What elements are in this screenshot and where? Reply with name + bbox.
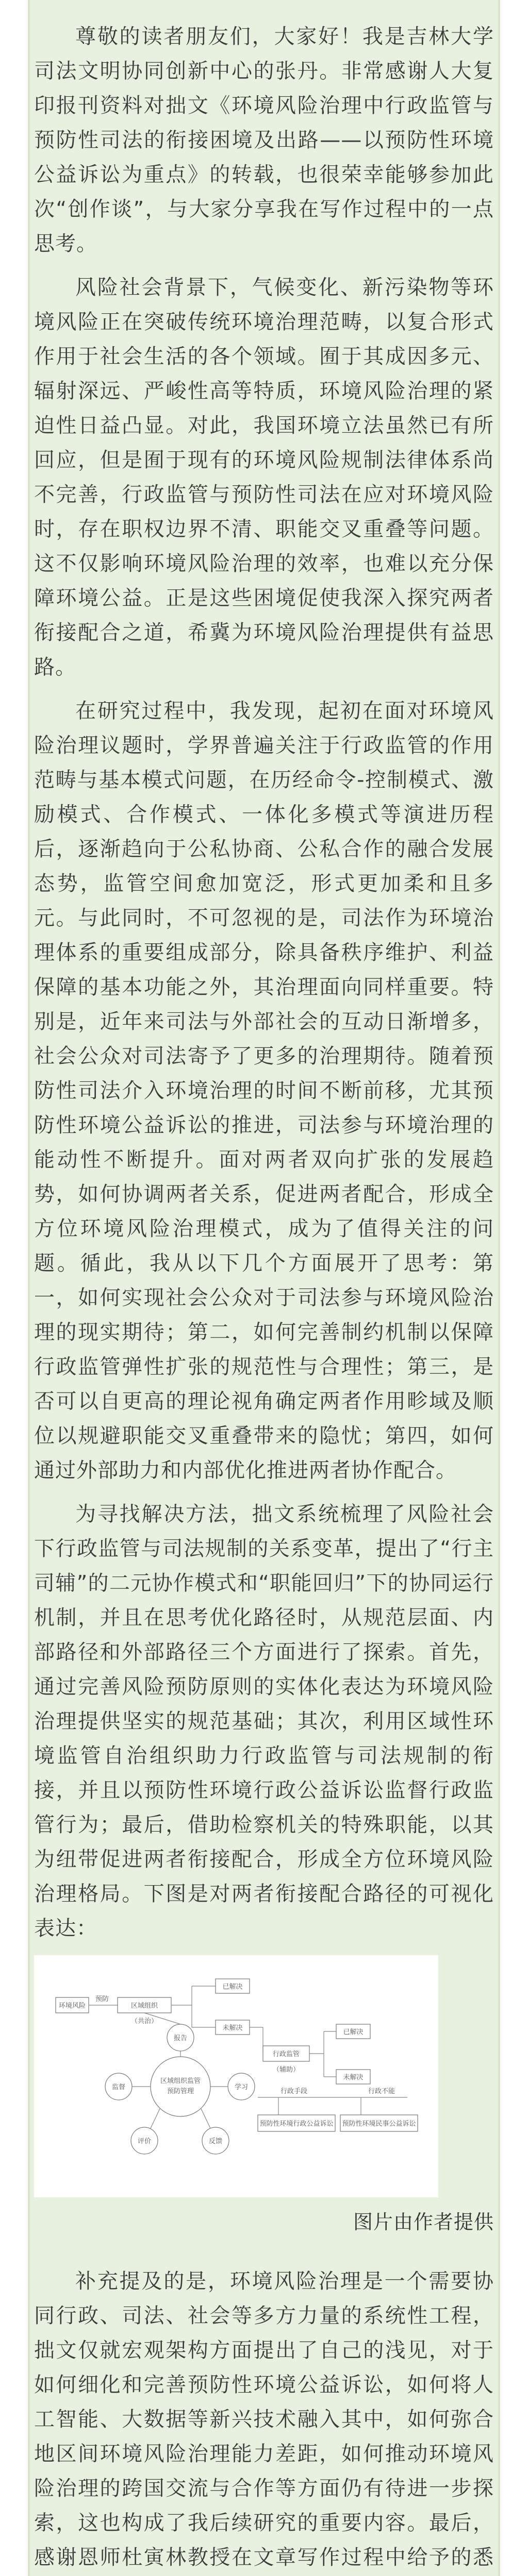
diagram-label-unsolved-2: 未解决 [343,2074,364,2081]
diagram-label-unsolved: 未解决 [222,2024,243,2032]
diagram-label-admin-fail: 行政不能 [368,2088,395,2095]
diagram-label-evaluate: 评价 [137,2138,152,2145]
paragraph-3: 在研究过程中，我发现，起初在面对环境风险治理议题时，学界普遍关注于行政监管的作用范畴与基本模式问题，在历经命令-控制模式、激励模式、合作模式、一体化多模式等演进历程后，逐渐趋向于公私协商、公私合作的融合发展态势，监管空间愈加宽泛，形式更加柔和且多元。与此同时，不可忽视的是，司法作为环境治理体系的重要组成部分，除具备秩序维护、利益保障的基本功能之外，其治理面向同样重要。特别是，近年来司法与外部社会的互动日渐增多，社会公众对司法寄予了更多的治理期待。随着预防性司法介入环境治理的时间不断前移，尤其预防性环境公益诉讼的推进，司法参与环境治理的能动性不断提升。面对两者双向扩张的发展趋势，如何协调两者关系，促进两者配合，形成全方位环境风险治理模式，成为了值得关注的问题。循此，我从以下几个方面展开了思考：第一，如何实现社会公众对于司法参与环境风险治理的现实期待；第二，如何完善制约机制以保障行政监管弹性扩张的规范性与合理性；第三，是否可以自更高的理论视角确定两者作用畛域及顺位以规避职能交叉重叠带来的隐忧；第四，如何通过外部助力和内部优化推进两者协作配合。 [34,699,494,1482]
diagram-label-prevent: 预防 [95,1995,109,2003]
diagram-label-admin-supervision: 行政监管 [272,2050,300,2058]
diagram-label-env-risk: 环境风险 [58,2002,86,2010]
paragraph-4: 为寻找解决方法，拙文系统梳理了风险社会下行政监管与司法规制的关系变革，提出了“行主司辅”的二元协作模式和“职能回归”下的协同运行机制，并且在思考优化路径时，从规范层面、内部路径和外部路径三个方面进行了探索。首先，通过完善风险预防原则的实体化表达为环境风险治理提供坚实的规范基础；其次，利用区域性环境监管自治组织助力行政监管与司法规制的衔接，并且以预防性环境行政公益诉讼监督行政监管行为；最后，借助检察机关的特殊职能，以其为纽带促进两者衔接配合，形成全方位环境风险治理格局。下图是对两者衔接配合路径的可视化表达： [34,1502,494,1940]
diagram-label-prosecutor-admin: 预防性环境行政公益诉讼 [259,2120,334,2128]
figure [34,1955,438,2197]
diagram-label-proc-means: 行政手段 [280,2088,308,2095]
cooperation-path-diagram [52,1976,421,2178]
diagram-label-report: 报告 [173,2035,188,2042]
paragraph-1: 尊敬的读者朋友们，大家好！我是吉林大学司法文明协同创新中心的张丹。非常感谢人大复印报刊资料对拙文《环境风险治理中行政监管与预防性司法的衔接困境及出路——以预防性环境公益诉讼为重点》的转载，也很荣幸能够参加此次“创作谈”，与大家分享我在写作过程中的一点思考。 [34,25,494,256]
diagram-label-regional-supervision: 区域组织监管 [160,2077,201,2085]
diagram-label-supervise: 监督 [111,2083,126,2091]
figure-caption: 图片由作者提供 [353,2211,494,2233]
diagram-connector [201,2109,210,2128]
diagram-label-prosecutor-civil: 预防性环境民事公益诉讼 [342,2120,416,2128]
diagram-label-regional-org: 区域组织 [130,2002,158,2010]
diagram-label-prevent-manage: 预防管理 [167,2088,194,2095]
diagram-label-solved: 已解决 [222,1983,243,1991]
diagram-label-learn: 学习 [234,2083,249,2091]
paragraph-2: 风险社会背景下，气候变化、新污染物等环境风险正在突破传统环境治理范畴，以复合形式作用于社会生活的各个领域。囿于其成因多元、辐射深远、严峻性高等特质，环境风险治理的紧迫性日益凸显。对此，我国环境立法虽然已有所回应，但是囿于现有的环境风险规制法律体系尚不完善，行政监管与预防性司法在应对环境风险时，存在职权边界不清、职能交叉重叠等问题。这不仅影响环境风险治理的效率，也难以充分保障环境公益。正是这些困境促使我深入探究两者衔接配合之道，希冀为环境风险治理提供有益思路。 [34,276,494,679]
diagram-connector [151,2109,160,2128]
diagram-label-cooperate: （共治） [130,2018,158,2025]
diagram-node-regional-supervision [151,2057,210,2116]
diagram-label-solved-2: 已解决 [343,2028,364,2036]
diagram-label-feedback: 反馈 [208,2138,223,2145]
closing-paragraph: 补充提及的是，环境风险治理是一个需要协同行政、司法、社会等多方力量的系统性工程，拙文仅就宏观架构方面提出了自己的浅见，对于如何细化和完善预防性环境公益诉讼，如何将人工智能、大数据等新兴技术融入其中，如何弥合地区间环境风险治理能力差距，如何推动环境风险治理的跨国交流与合作等方面仍有待进一步探索，这也构成了我后续研究的重要内容。最后，感谢恩师杜寅林教授在文章写作过程中给予的悉 [34,2269,494,2569]
diagram-label-guide: （辅助） [272,2066,300,2074]
article-content [34,20,494,2576]
